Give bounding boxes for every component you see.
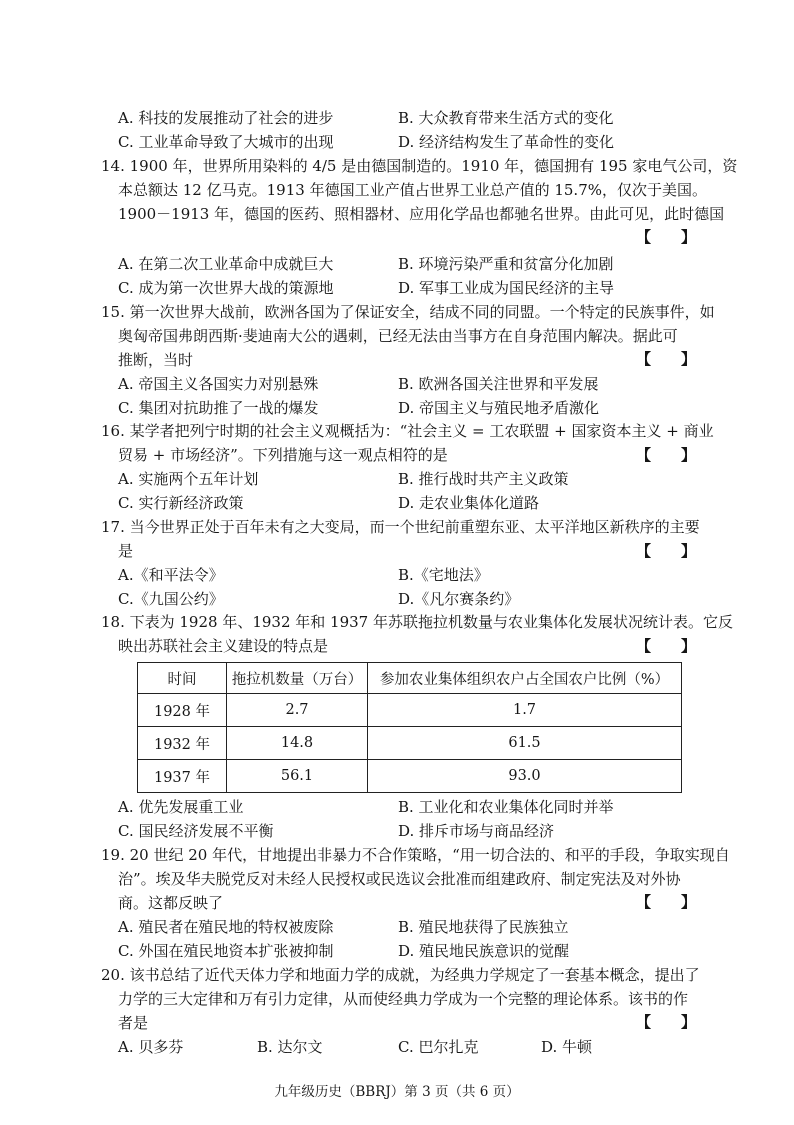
q20-stem-line-3: 者是 [118, 1014, 149, 1032]
q20-option-b: B. 达尔文 [257, 1038, 323, 1056]
table-header-row [138, 663, 682, 694]
q17-stem-line-2: 是 [118, 542, 134, 560]
q16-stem-line-1: 16. 某学者把列宁时期的社会主义观概括为：“社会主义 = 工农联盟 + 国家资本主义 + 商业 [101, 422, 714, 440]
q18-option-a: A. 优先发展重工业 [118, 798, 244, 816]
table-row [138, 760, 682, 793]
table-cell-percent: 1.7 [368, 694, 682, 727]
q19-answer-bracket[interactable]: 【 】 [636, 893, 697, 911]
table-cell-year: 1932 年 [138, 727, 227, 760]
table-header-cell: 拖拉机数量（万台） [227, 663, 368, 694]
q15-stem-line-1: 15. 第一次世界大战前，欧洲各国为了保证安全，结成不同的同盟。一个特定的民族事件，如 [101, 303, 715, 321]
q14-option-a: A. 在第二次工业革命中成就巨大 [118, 255, 334, 273]
q20-option-d: D. 牛顿 [541, 1038, 593, 1056]
q19-stem-line-1: 19. 20 世纪 20 年代，甘地提出非暴力不合作策略，“用一切合法的、和平的手段，争取实现自 [101, 846, 730, 864]
q19-stem-line-2: 治”。埃及华夫脱党反对未经人民授权或民选议会批准而组建政府、制定宪法及对外协 [118, 870, 681, 888]
q19-option-c: C. 外国在殖民地资本扩张被抑制 [118, 942, 334, 960]
q16-option-a: A. 实施两个五年计划 [118, 470, 259, 488]
q14-option-b: B. 环境污染严重和贫富分化加剧 [398, 255, 614, 273]
q17-option-d: D.《凡尔赛条约》 [398, 590, 520, 608]
q15-stem-line-3: 推断，当时 [118, 351, 194, 369]
q14-stem-line-3: 1900－1913 年，德国的医药、照相器材、应用化学品也都驰名世界。由此可见，此时德国 [118, 205, 725, 223]
q18-stem-line-1: 18. 下表为 1928 年、1932 年和 1937 年苏联拖拉机数量与农业集体化发展状况统计表。它反 [101, 613, 733, 631]
q16-option-b: B. 推行战时共产主义政策 [398, 470, 569, 488]
table-cell-tractors: 56.1 [227, 760, 368, 793]
q20-answer-bracket[interactable]: 【 】 [636, 1013, 697, 1031]
tractor-collectivization-table [137, 662, 682, 793]
q20-stem-line-2: 力学的三大定律和万有引力定律，从而使经典力学成为一个完整的理论体系。该书的作 [118, 990, 689, 1008]
q18-option-d: D. 排斥市场与商品经济 [398, 822, 555, 840]
q18-stem-line-2: 映出苏联社会主义建设的特点是 [118, 637, 329, 655]
q18-option-c: C. 国民经济发展不平衡 [118, 822, 274, 840]
q20-stem-line-1: 20. 该书总结了近代天体力学和地面力学的成就，为经典力学规定了一套基本概念，提出了 [101, 966, 700, 984]
q17-answer-bracket[interactable]: 【 】 [636, 542, 697, 560]
table-cell-year: 1928 年 [138, 694, 227, 727]
q16-answer-bracket[interactable]: 【 】 [636, 446, 697, 464]
q13-option-c: C. 工业革命导致了大城市的出现 [118, 133, 334, 151]
table-header-cell: 时间 [138, 663, 227, 694]
table-cell-year: 1937 年 [138, 760, 227, 793]
q13-option-d: D. 经济结构发生了革命性的变化 [398, 133, 615, 151]
q13-option-b: B. 大众教育带来生活方式的变化 [398, 109, 614, 127]
table-cell-percent: 61.5 [368, 727, 682, 760]
q17-stem-line-1: 17. 当今世界正处于百年未有之大变局，而一个世纪前重塑东亚、太平洋地区新秩序的主要 [101, 518, 700, 536]
q20-option-c: C. 巴尔扎克 [398, 1038, 479, 1056]
q19-option-a: A. 殖民者在殖民地的特权被废除 [118, 918, 334, 936]
table-header-cell: 参加农业集体组织农户占全国农户比例（%） [368, 663, 682, 694]
table-row [138, 694, 682, 727]
q16-option-c: C. 实行新经济政策 [118, 494, 244, 512]
q16-option-d: D. 走农业集体化道路 [398, 494, 540, 512]
table-row [138, 727, 682, 760]
q15-option-d: D. 帝国主义与殖民地矛盾激化 [398, 399, 600, 417]
q13-option-a: A. 科技的发展推动了社会的进步 [118, 109, 334, 127]
q18-option-b: B. 工业化和农业集体化同时并举 [398, 798, 614, 816]
q15-option-c: C. 集团对抗助推了一战的爆发 [118, 399, 319, 417]
q17-option-a: A.《和平法令》 [118, 566, 224, 584]
q19-option-d: D. 殖民地民族意识的觉醒 [398, 942, 570, 960]
table-cell-tractors: 2.7 [227, 694, 368, 727]
q18-answer-bracket[interactable]: 【 】 [636, 637, 697, 655]
q17-option-c: C.《九国公约》 [118, 590, 224, 608]
q19-stem-line-3: 商。这都反映了 [118, 894, 224, 912]
q17-option-b: B.《宅地法》 [398, 566, 489, 584]
q15-answer-bracket[interactable]: 【 】 [636, 350, 697, 368]
q15-stem-line-2: 奥匈帝国弗朗西斯·斐迪南大公的遇刺，已经无法由当事方在自身范围内解决。据此可 [118, 327, 678, 345]
q14-stem-line-1: 14. 1900 年，世界所用染料的 4/5 是由德国制造的。1910 年，德国拥有 195 家电气公司，资 [101, 157, 738, 175]
q15-option-a: A. 帝国主义各国实力对别悬殊 [118, 375, 319, 393]
table-cell-tractors: 14.8 [227, 727, 368, 760]
q20-option-a: A. 贝多芬 [118, 1038, 184, 1056]
q15-option-b: B. 欧洲各国关注世界和平发展 [398, 375, 599, 393]
q14-stem-line-2: 本总额达 12 亿马克。1913 年德国工业产值占世界工业总产值的 15.7%，仅次于美国。 [118, 181, 707, 199]
q19-option-b: B. 殖民地获得了民族独立 [398, 918, 569, 936]
q14-option-d: D. 军事工业成为国民经济的主导 [398, 279, 615, 297]
q14-answer-bracket[interactable]: 【 】 [636, 228, 697, 246]
q16-stem-line-2: 贸易 + 市场经济”。下列措施与这一观点相符的是 [118, 446, 448, 464]
q14-option-c: C. 成为第一次世界大战的策源地 [118, 279, 334, 297]
page-footer: 九年级历史（BBRJ）第 3 页（共 6 页） [274, 1084, 520, 1100]
table-cell-percent: 93.0 [368, 760, 682, 793]
